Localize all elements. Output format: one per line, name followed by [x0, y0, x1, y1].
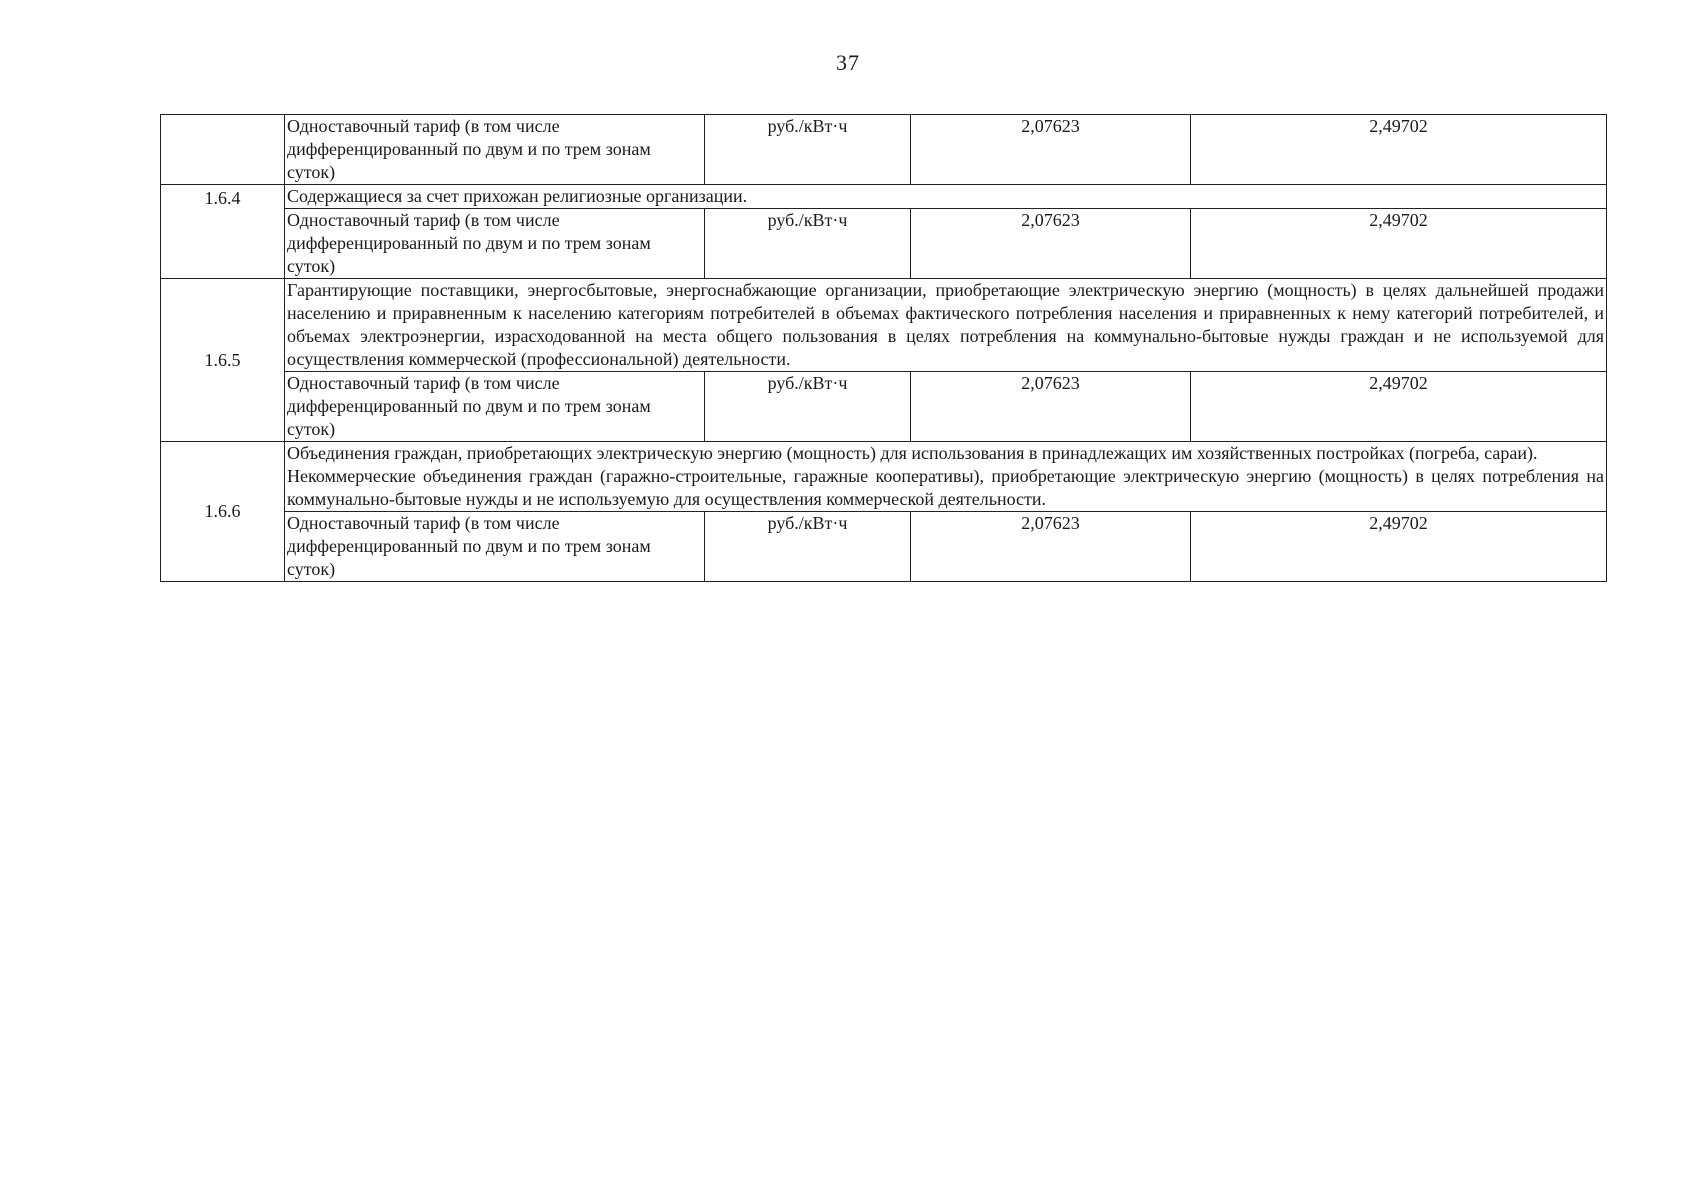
unit-cell: руб./кВт·ч — [705, 209, 911, 279]
table-row — [161, 185, 1607, 209]
value-second-half-cell: 2,49702 — [1191, 115, 1607, 185]
unit-cell: руб./кВт·ч — [705, 115, 911, 185]
table-row — [161, 279, 1607, 372]
tariff-name-cell: Одноставочный тариф (в том числе дифференцированный по двум и по трем зонам суток) — [285, 512, 705, 582]
value-first-half-cell: 2,07623 — [911, 372, 1191, 442]
value-second-half-cell: 2,49702 — [1191, 209, 1607, 279]
value-second-half-cell: 2,49702 — [1191, 372, 1607, 442]
unit-cell: руб./кВт·ч — [705, 512, 911, 582]
unit-cell: руб./кВт·ч — [705, 372, 911, 442]
category-description-cell — [285, 185, 1607, 209]
value-second-half-cell: 2,49702 — [1191, 512, 1607, 582]
category-description: Объединения граждан, приобретающих электрическую энергию (мощность) для использования в принадлежащих им хозяйственных постройках (погреба, сараи). — [287, 443, 1538, 463]
table-row — [161, 442, 1607, 512]
value-first-half-cell: 2,07623 — [911, 115, 1191, 185]
item-number-cell: 1.6.4 — [161, 185, 285, 279]
category-description-cell — [285, 279, 1607, 372]
table-row — [161, 512, 1607, 582]
tariff-name-cell: Одноставочный тариф (в том числе дифференцированный по двум и по трем зонам суток) — [285, 209, 705, 279]
tariff-name-cell: Одноставочный тариф (в том числе дифференцированный по двум и по трем зонам суток) — [285, 372, 705, 442]
category-description-cell — [285, 442, 1607, 512]
table-row — [161, 372, 1607, 442]
category-description: Гарантирующие поставщики, энергосбытовые, энергоснабжающие организации, приобретающие электрическую энергию (мощность) в целях дальнейшей продажи населению и приравненным к населению категориям потребителей в объемах фактического потребления населения и приравненных к нему категорий потребителей, и объемах электроэнергии, израсходованной на места общего пользования в целях потребления на коммунально-бытовые нужды граждан и не используемой для осуществления коммерческой (профессиональной) деятельности. — [287, 280, 1604, 369]
page-number: 37 — [836, 50, 860, 75]
value-first-half-cell: 2,07623 — [911, 512, 1191, 582]
table-row — [161, 115, 1607, 185]
table-row — [161, 209, 1607, 279]
item-number-cell: 1.6.6 — [161, 442, 285, 582]
category-description: Содержащиеся за счет прихожан религиозные организации. — [287, 186, 748, 206]
value-first-half-cell: 2,07623 — [911, 209, 1191, 279]
tariff-table — [160, 114, 1607, 582]
tariff-name-cell: Одноставочный тариф (в том числе дифференцированный по двум и по трем зонам суток) — [285, 115, 705, 185]
item-number-cell: 1.6.5 — [161, 279, 285, 442]
item-number-cell — [161, 115, 285, 185]
category-description: Некоммерческие объединения граждан (гаражно-строительные, гаражные кооперативы), приобретающие электрическую энергию (мощность) в целях потребления на коммунально-бытовые нужды и не используемую для осуществления коммерческой деятельности. — [287, 466, 1604, 509]
